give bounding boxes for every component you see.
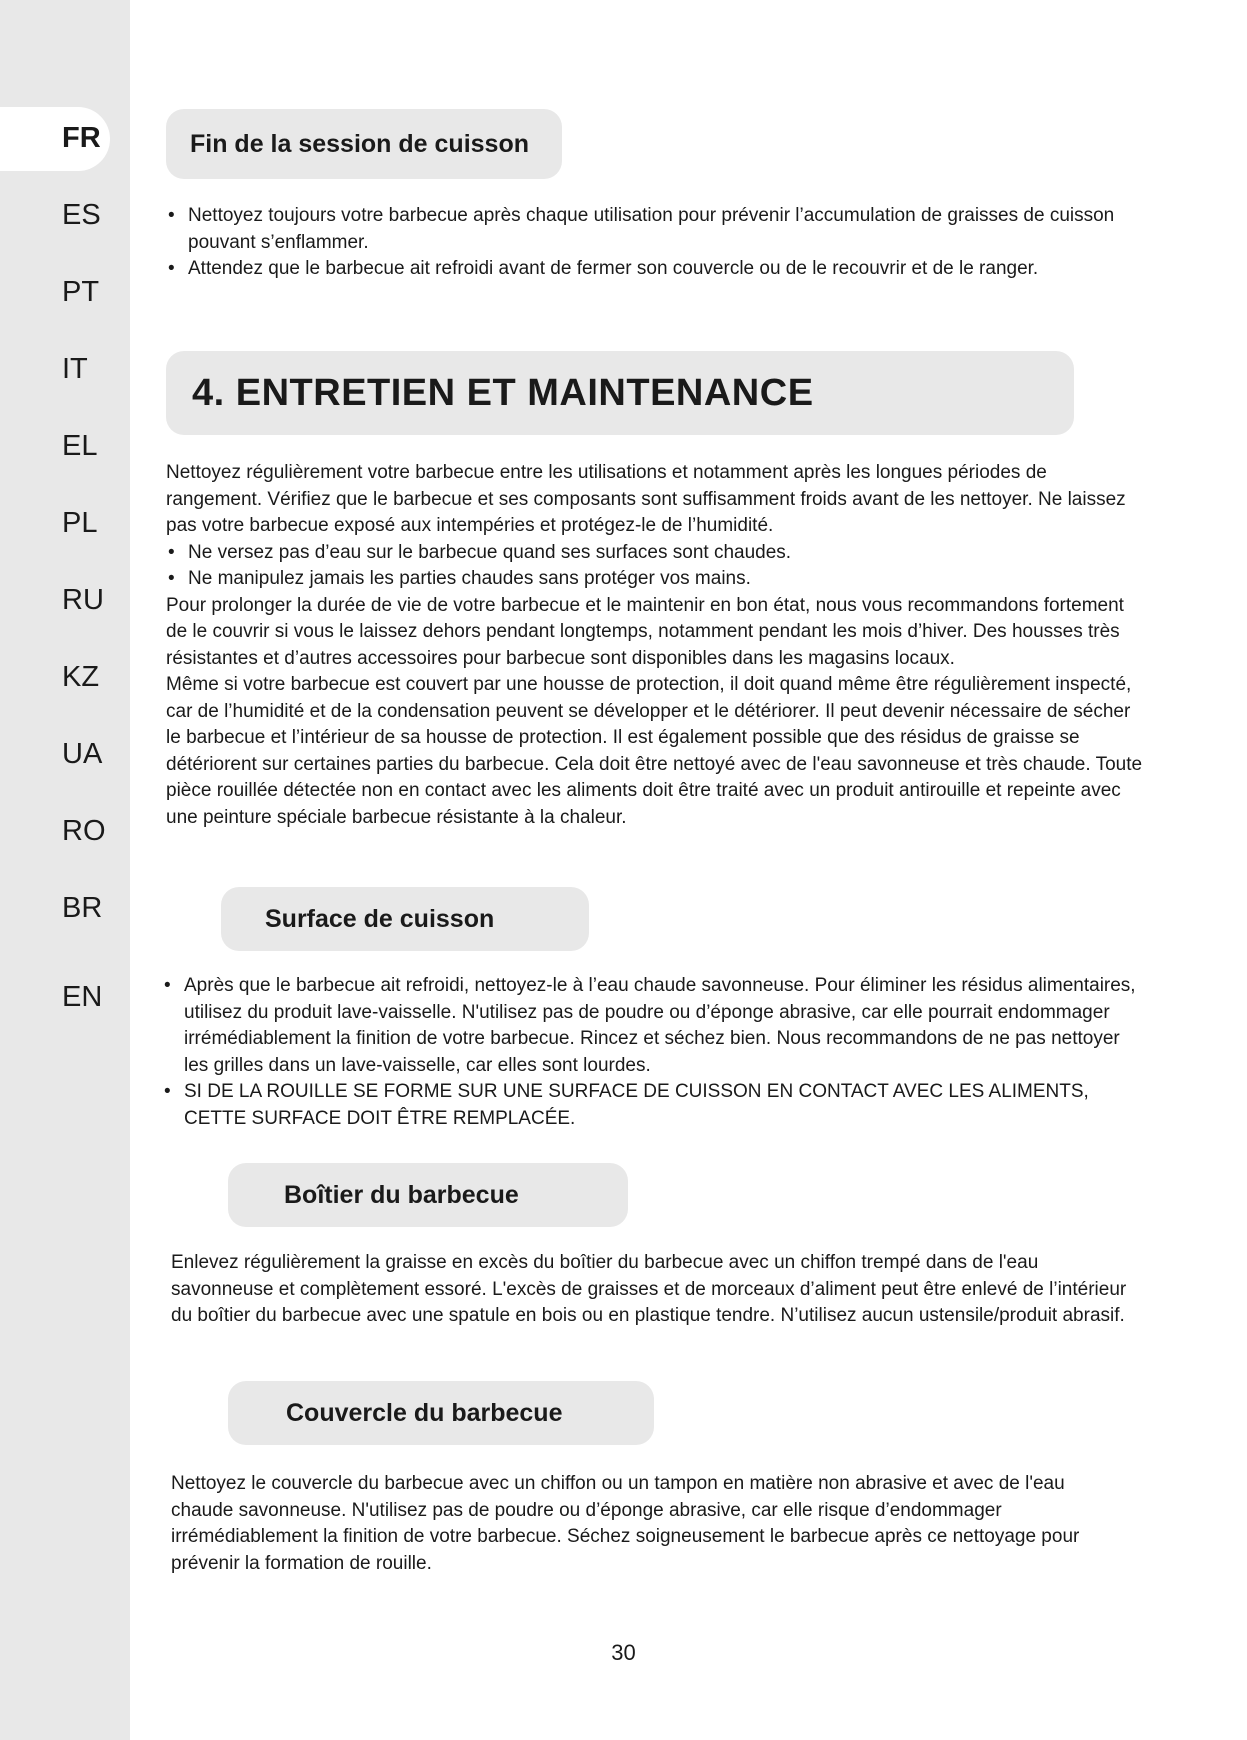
section-heading-cooking-surface (221, 887, 589, 951)
lang-ro[interactable]: RO (62, 815, 106, 847)
list-item: • SI DE LA ROUILLE SE FORME SUR UNE SURFACE DE CUISSON EN CONTACT AVEC LES ALIMENTS, CETTE SURFACE DOIT ÊTRE REMPLACÉE. (162, 1079, 1142, 1132)
end-of-cooking-content (166, 203, 1136, 283)
lang-it[interactable]: IT (62, 353, 88, 385)
lang-br[interactable]: BR (62, 892, 103, 924)
section-heading-lid (228, 1381, 654, 1445)
chapter-title: 4. ENTRETIEN ET MAINTENANCE (192, 371, 814, 414)
lang-es[interactable]: ES (62, 199, 101, 231)
maintenance-paragraph: Pour prolonger la durée de vie de votre barbecue et le maintenir en bon état, nous vous recommandons fortement de le couvrir si vous le laissez dehors pendant longtemps, notamment pendant les mois d’hiver. Des housses très résistantes et d’autres accessoires pour barbecue sont disponibles dans les magasins locaux. (166, 594, 1124, 669)
lang-en[interactable]: EN (62, 981, 103, 1013)
lang-pt[interactable]: PT (62, 276, 100, 308)
section-title: Surface de cuisson (265, 904, 495, 933)
lang-kz[interactable]: KZ (62, 661, 100, 693)
lang-el[interactable]: EL (62, 430, 98, 462)
section-title: Couvercle du barbecue (286, 1398, 563, 1427)
section-heading-end-of-cooking (166, 109, 562, 179)
page-number: 30 (611, 1640, 636, 1665)
chapter-heading-maintenance (166, 351, 1074, 435)
lang-fr[interactable]: FR (62, 122, 101, 154)
maintenance-intro: Nettoyez régulièrement votre barbecue entre les utilisations et notamment après les longues périodes de rangement. Vérifiez que le barbecue et ses composants sont suffisamment froids avant de les nettoyer. Ne laissez pas votre barbecue exposé aux intempéries et protégez-le de l’humidité. (166, 462, 1126, 536)
list-item: • Après que le barbecue ait refroidi, nettoyez-le à l’eau chaude savonneuse. Pour éliminer les résidus alimentaires, utilisez du produit lave-vaisselle. N'utilisez pas de poudre ou d’éponge abrasive, car elle pourrait endommager irrémédiablement la finition de votre barbecue. Rincez et séchez bien. Nous recommandons de ne pas nettoyer les grilles dans un lave-vaisselle, car elles sont lourdes. (162, 973, 1142, 1079)
lid-content (171, 1471, 1131, 1577)
section-heading-housing (228, 1163, 628, 1227)
housing-content (171, 1250, 1131, 1330)
list-item: • Ne manipulez jamais les parties chaudes sans protéger vos mains. (166, 566, 1146, 593)
cooking-surface-content (162, 973, 1142, 1132)
section-title: Fin de la session de cuisson (190, 129, 529, 158)
maintenance-paragraph: Même si votre barbecue est couvert par une housse de protection, il doit quand même être régulièrement inspecté, car de l’humidité et de la condensation peuvent se développer et le détériorer. Il peut devenir nécessaire de sécher le barbecue et l’intérieur de sa housse de protection. Il est également possible que des résidus de graisse se détériorent sur certaines parties du barbecue. Cela doit être nettoyé avec de l'eau savonneuse et très chaude. Toute pièce rouillée détectée non en contact avec les aliments doit être traité avec un produit antirouille et repeinte avec une peinture spéciale barbecue résistante à la chaleur. (166, 674, 1143, 828)
lang-ua[interactable]: UA (62, 738, 103, 770)
section-title: Boîtier du barbecue (284, 1180, 519, 1209)
list-item: • Ne versez pas d’eau sur le barbecue quand ses surfaces sont chaudes. (166, 540, 1146, 567)
language-sidebar (0, 0, 130, 1740)
maintenance-content (166, 460, 1146, 831)
lang-ru[interactable]: RU (62, 584, 104, 616)
housing-paragraph: Enlevez régulièrement la graisse en excès du boîtier du barbecue avec un chiffon trempé dans de l'eau savonneuse et complètement essoré. L'excès de graisses et de morceaux d’aliment peut être enlevé de l’intérieur du boîtier du barbecue avec une spatule en bois ou en plastique tendre. N’utilisez aucun ustensile/produit abrasif. (171, 1252, 1127, 1326)
list-item: • Attendez que le barbecue ait refroidi avant de fermer son couvercle ou de le recouvrir et de le ranger. (166, 256, 1136, 283)
lang-pl[interactable]: PL (62, 507, 98, 539)
list-item: • Nettoyez toujours votre barbecue après chaque utilisation pour prévenir l’accumulation de graisses de cuisson pouvant s’enflammer. (166, 203, 1136, 256)
lid-paragraph: Nettoyez le couvercle du barbecue avec un chiffon ou un tampon en matière non abrasive et avec de l'eau chaude savonneuse. N'utilisez pas de poudre ou d’éponge abrasive, car elle risque d’endommager irrémédiablement la finition de votre barbecue. Séchez soigneusement le barbecue après ce nettoyage pour prévenir la formation de rouille. (171, 1473, 1080, 1574)
